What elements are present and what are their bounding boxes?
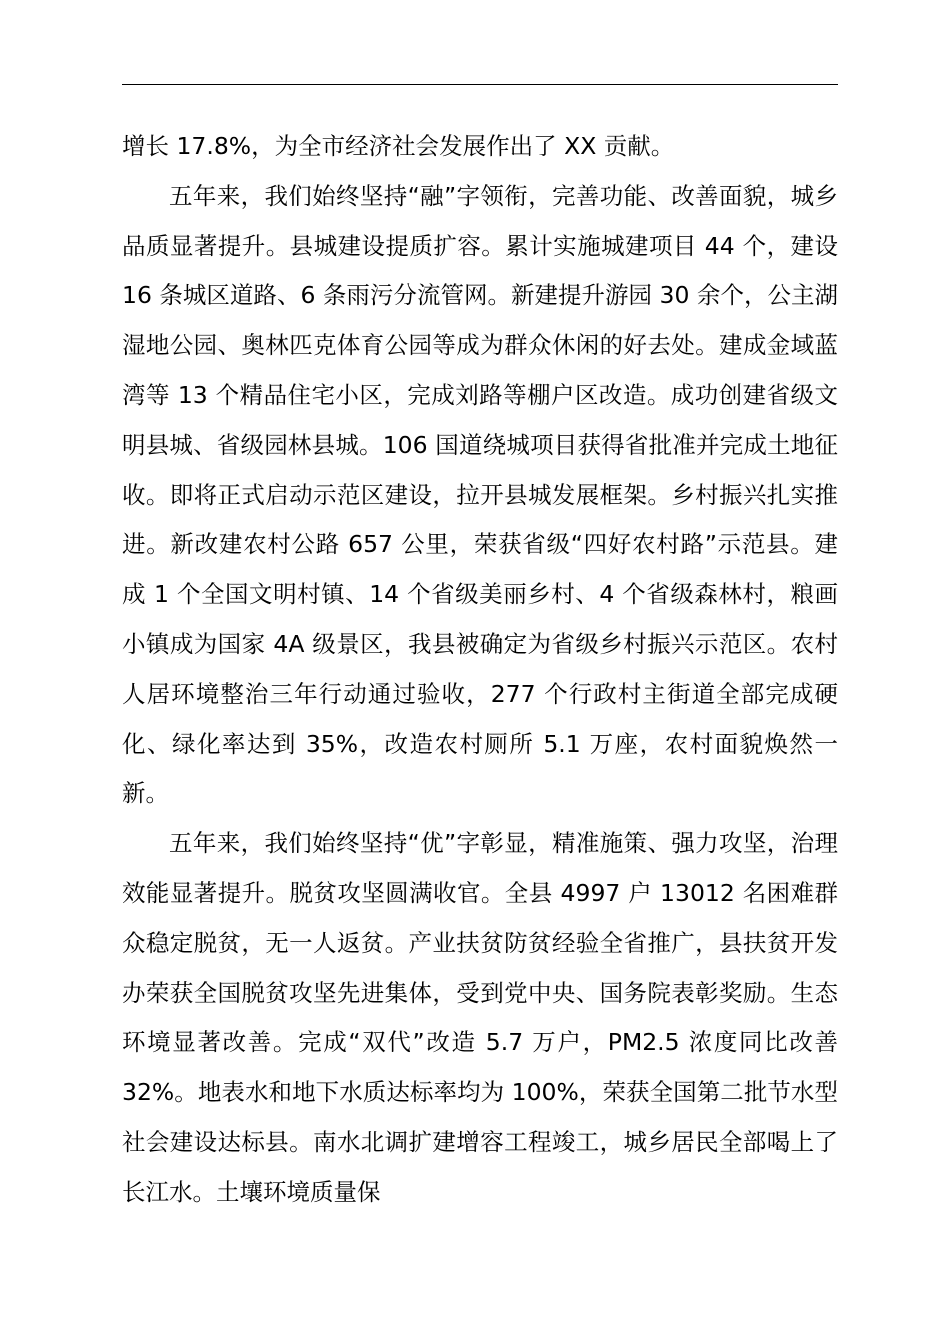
paragraph-continuation: 增长 17.8%，为全市经济社会发展作出了 XX 贡献。 (122, 132, 675, 160)
header-rule (122, 84, 838, 85)
document-body (122, 122, 838, 1218)
paragraph-urban-rural: 五年来，我们始终坚持“融”字领衔，完善功能、改善面貌，城乡品质显著提升。县城建设提质扩容。累计实施城建项目 44 个，建设 16 条城区道路、6 条雨污分流管网。新建提升游园 30 余个，公主湖湿地公园、奥林匹克体育公园等成为群众休闲的好去处。建成金域蓝湾等 13 个精品住宅小区，完成刘路等棚户区改造。成功创建省级文明县城、省级园林县城。106 国道绕城项目获得省批准并完成土地征收。即将正式启动示范区建设，拉开县城发展框架。乡村振兴扎实推进。新改建农村公路 657 公里，荣获省级“四好农村路”示范县。建成 1 个全国文明村镇、14 个省级美丽乡村、4 个省级森林村，粮画小镇成为国家 4A 级景区，我县被确定为省级乡村振兴示范区。农村人居环境整治三年行动通过验收，277 个行政村主街道全部完成硬化、绿化率达到 35%，改造农村厕所 5.1 万座，农村面貌焕然一新。 (122, 181, 838, 808)
paragraph-governance: 五年来，我们始终坚持“优”字彰显，精准施策、强力攻坚，治理效能显著提升。脱贫攻坚圆满收官。全县 4997 户 13012 名困难群众稳定脱贫，无一人返贫。产业扶贫防贫经验全省推广，县扶贫开发办荣获全国脱贫攻坚先进集体，受到党中央、国务院表彰奖励。生态环境显著改善。完成“双代”改造 5.7 万户，PM2.5 浓度同比改善 32%。地表水和地下水质达标率均为 100%，荣获全国第二批节水型社会建设达标县。南水北调扩建增容工程竣工，城乡居民全部喝上了长江水。土壤环境质量保 (122, 829, 838, 1206)
